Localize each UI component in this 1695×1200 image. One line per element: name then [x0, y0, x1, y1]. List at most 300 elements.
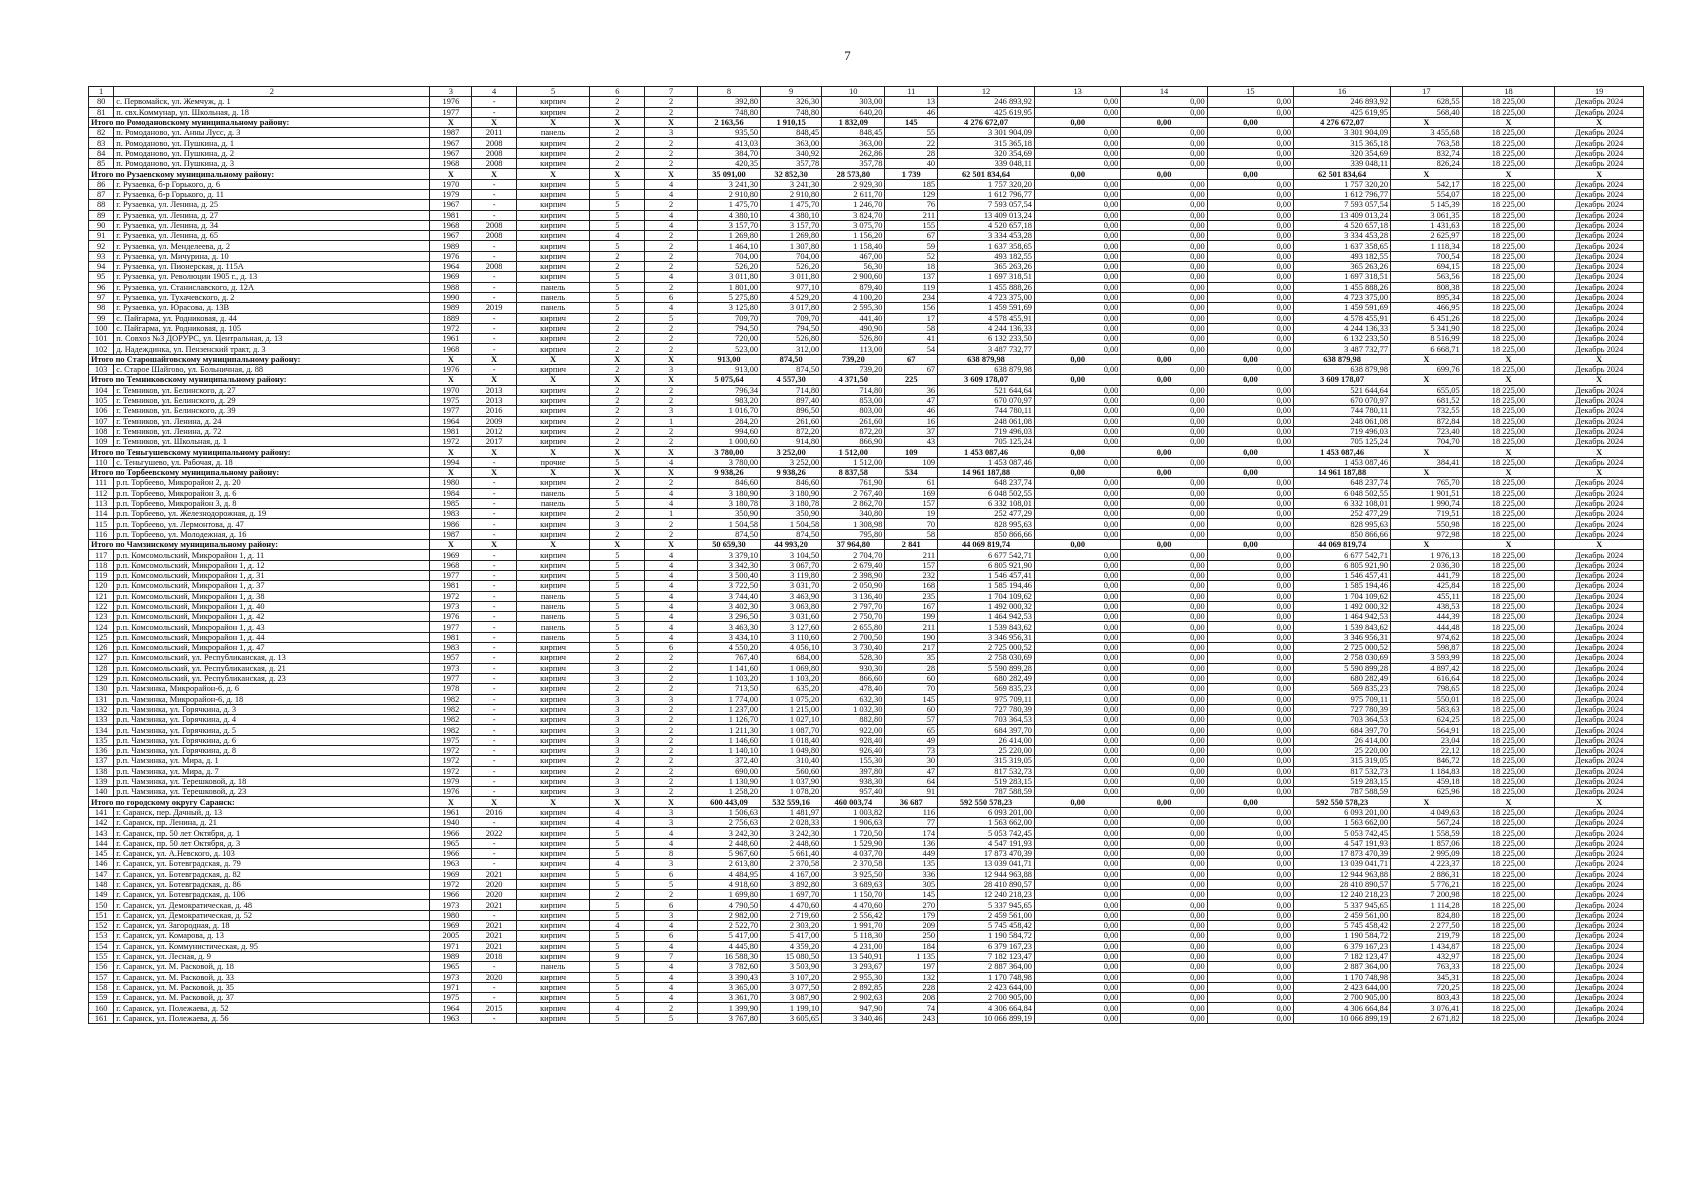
table-cell: 131 — [89, 694, 114, 704]
table-cell: 246 893,92 — [938, 97, 1035, 107]
table-cell: 1 032,30 — [822, 704, 885, 714]
table-cell: 526,80 — [761, 334, 822, 344]
table-cell: 0,00 — [1207, 704, 1293, 714]
table-cell: 18 225,00 — [1462, 673, 1555, 683]
table-cell: - — [472, 581, 516, 591]
subtotal-cell: 0,00 — [1207, 375, 1293, 385]
subtotal-cell: X — [1462, 117, 1555, 127]
table-row — [89, 776, 1644, 786]
subtotal-cell: 5 075,64 — [697, 375, 760, 385]
table-cell: р.п. Чамзинка, ул. Горячкина, д. 8 — [114, 746, 430, 756]
table-cell: 1 585 194,46 — [1294, 581, 1391, 591]
table-cell: 0,00 — [1034, 344, 1120, 354]
table-cell: 1968 — [430, 344, 472, 354]
table-cell: 0,00 — [1207, 972, 1293, 982]
table-cell: 2 — [645, 344, 698, 354]
table-cell: 1 135 — [885, 951, 938, 961]
table-cell: 18 225,00 — [1462, 684, 1555, 694]
table-cell: 2 423 644,00 — [1294, 982, 1391, 992]
table-cell: 0,00 — [1121, 334, 1207, 344]
table-cell: г. Саранск, пр. 50 лет Октября, д. 1 — [114, 828, 430, 838]
table-cell: 0,00 — [1207, 344, 1293, 354]
table-row — [89, 406, 1644, 416]
subtotal-cell: X — [590, 540, 645, 550]
table-cell: 2 — [590, 148, 645, 158]
table-cell: 5 — [590, 941, 645, 951]
subtotal-label: Итого по Торбеевскому муниципальному району: — [89, 467, 430, 477]
table-cell: 157 — [885, 560, 938, 570]
table-cell: 320 354,69 — [938, 148, 1035, 158]
subtotal-cell: X — [472, 797, 516, 807]
table-cell: 1 612 796,77 — [938, 189, 1035, 199]
table-cell: - — [472, 776, 516, 786]
table-cell: 2 862,70 — [822, 498, 885, 508]
table-cell: 1 504,58 — [697, 519, 760, 529]
table-cell: 1 475,70 — [761, 200, 822, 210]
table-cell: 18 225,00 — [1462, 838, 1555, 848]
table-cell: 18 225,00 — [1462, 241, 1555, 251]
table-cell: Декабрь 2024 — [1555, 395, 1644, 405]
table-cell: 3 107,20 — [761, 972, 822, 982]
table-cell: 128 — [89, 663, 114, 673]
subtotal-cell: 225 — [885, 375, 938, 385]
table-cell: 1 991,70 — [822, 921, 885, 931]
table-cell: 2 — [645, 138, 698, 148]
subtotal-cell: X — [516, 540, 590, 550]
table-cell: 0,00 — [1034, 776, 1120, 786]
table-cell: 879,40 — [822, 282, 885, 292]
table-cell: 1 269,80 — [697, 231, 760, 241]
table-cell: 0,00 — [1207, 725, 1293, 735]
table-cell: 0,00 — [1207, 663, 1293, 673]
table-cell: 184 — [885, 941, 938, 951]
table-cell: 18 225,00 — [1462, 550, 1555, 560]
table-cell: 22 — [885, 138, 938, 148]
table-cell: г. Саранск, ул. А.Невского, д. 103 — [114, 848, 430, 858]
table-cell: 0,00 — [1121, 1013, 1207, 1023]
table-cell: 0,00 — [1121, 395, 1207, 405]
table-cell: панель — [516, 488, 590, 498]
table-cell: 632,30 — [822, 694, 885, 704]
table-cell: кирпич — [516, 519, 590, 529]
table-cell: 895,34 — [1391, 292, 1463, 302]
subtotal-cell: X — [1391, 354, 1463, 364]
table-cell: 2 — [590, 323, 645, 333]
subtotal-cell: X — [1555, 467, 1644, 477]
table-cell: Декабрь 2024 — [1555, 766, 1644, 776]
table-cell: 0,00 — [1207, 498, 1293, 508]
table-cell: 1 258,20 — [697, 787, 760, 797]
table-cell: Декабрь 2024 — [1555, 272, 1644, 282]
table-cell: 10 066 899,19 — [1294, 1013, 1391, 1023]
table-cell: кирпич — [516, 365, 590, 375]
subtotal-cell: 1 453 087,46 — [1294, 447, 1391, 457]
table-cell: кирпич — [516, 653, 590, 663]
table-cell: 1 464,10 — [697, 241, 760, 251]
table-cell: 5 053 742,45 — [1294, 828, 1391, 838]
table-cell: 526,20 — [761, 262, 822, 272]
table-cell: 100 — [89, 323, 114, 333]
table-cell: 3 361,70 — [697, 993, 760, 1003]
table-cell: 853,00 — [822, 395, 885, 405]
table-cell: 139 — [89, 776, 114, 786]
table-row — [89, 612, 1644, 622]
table-cell: 808,38 — [1391, 282, 1463, 292]
table-cell: 303,00 — [822, 97, 885, 107]
table-cell: 519 283,15 — [1294, 776, 1391, 786]
table-cell: 1 — [645, 416, 698, 426]
table-cell: 18 225,00 — [1462, 993, 1555, 1003]
table-cell: 0,00 — [1207, 107, 1293, 117]
table-cell: 116 — [89, 529, 114, 539]
table-cell: 2 725 000,52 — [938, 643, 1035, 653]
subtotal-cell: 14 961 187,88 — [1294, 467, 1391, 477]
table-cell: г. Рузаевка, ул. Ленина, д. 65 — [114, 231, 430, 241]
table-cell: 18 225,00 — [1462, 694, 1555, 704]
table-cell: 18 — [885, 262, 938, 272]
table-cell: - — [472, 632, 516, 642]
table-cell: кирпич — [516, 323, 590, 333]
table-cell: р.п. Комсомольский, Микрорайон 1, д. 43 — [114, 622, 430, 632]
table-row — [89, 437, 1644, 447]
table-cell: 102 — [89, 344, 114, 354]
table-cell: панель — [516, 282, 590, 292]
subtotal-cell: 4 276 672,07 — [1294, 117, 1391, 127]
table-cell: 5 — [590, 560, 645, 570]
table-cell: 526,20 — [697, 262, 760, 272]
table-cell: 2 370,58 — [822, 859, 885, 869]
table-cell: 246 893,92 — [1294, 97, 1391, 107]
table-cell: 0,00 — [1207, 653, 1293, 663]
table-cell: г. Рузаевка, ул. Тухачевского, д. 2 — [114, 292, 430, 302]
table-cell: 0,00 — [1121, 776, 1207, 786]
table-cell: 57 — [885, 715, 938, 725]
table-cell: р.п. Комсомольский, Микрорайон 1, д. 37 — [114, 581, 430, 591]
table-cell: 17 873 470,39 — [1294, 848, 1391, 858]
table-row — [89, 416, 1644, 426]
table-cell: 138 — [89, 766, 114, 776]
table-cell: г. Саранск, пер. Дачный, д. 13 — [114, 807, 430, 817]
table-cell: 0,00 — [1207, 509, 1293, 519]
table-cell: 0,00 — [1034, 962, 1120, 972]
table-cell: 928,40 — [822, 735, 885, 745]
table-cell: 3 077,50 — [761, 982, 822, 992]
table-cell: 0,00 — [1207, 921, 1293, 931]
table-row — [89, 591, 1644, 601]
table-cell: - — [472, 292, 516, 302]
table-cell: 109 — [89, 437, 114, 447]
table-cell: 61 — [885, 478, 938, 488]
table-cell: 6 048 502,55 — [1294, 488, 1391, 498]
table-cell: 2 522,70 — [697, 921, 760, 931]
subtotal-cell: 109 — [885, 447, 938, 457]
table-cell: 0,00 — [1034, 787, 1120, 797]
table-cell: 86 — [89, 179, 114, 189]
table-cell: 2 887 364,00 — [938, 962, 1035, 972]
table-cell: 1961 — [430, 807, 472, 817]
table-cell: Декабрь 2024 — [1555, 725, 1644, 735]
table-cell: кирпич — [516, 673, 590, 683]
table-cell: 0,00 — [1121, 766, 1207, 776]
table-cell: - — [472, 519, 516, 529]
table-cell: 18 225,00 — [1462, 776, 1555, 786]
table-cell: кирпич — [516, 993, 590, 1003]
table-cell: 4 — [645, 210, 698, 220]
table-cell: 156 — [885, 303, 938, 313]
table-cell: 1 546 457,41 — [1294, 570, 1391, 580]
subtotal-cell: X — [430, 540, 472, 550]
table-cell: 0,00 — [1034, 107, 1120, 117]
subtotal-cell: X — [1391, 540, 1463, 550]
table-cell: 155,30 — [822, 756, 885, 766]
table-cell: 7 — [645, 951, 698, 961]
table-cell: 137 — [89, 756, 114, 766]
table-cell: панель — [516, 601, 590, 611]
table-cell: Декабрь 2024 — [1555, 282, 1644, 292]
table-cell: 4 — [645, 941, 698, 951]
table-cell: 938,30 — [822, 776, 885, 786]
table-cell: Декабрь 2024 — [1555, 910, 1644, 920]
table-cell: 1981 — [430, 426, 472, 436]
table-cell: 2 — [645, 663, 698, 673]
subtotal-cell: 3 609 178,07 — [938, 375, 1035, 385]
table-row — [89, 159, 1644, 169]
table-cell: 1 103,20 — [761, 673, 822, 683]
subtotal-cell: X — [516, 447, 590, 457]
table-cell: 720,25 — [1391, 982, 1463, 992]
table-row — [89, 220, 1644, 230]
table-cell: 135 — [89, 735, 114, 745]
table-cell: кирпич — [516, 220, 590, 230]
table-cell: 2 — [645, 97, 698, 107]
table-cell: 1 585 194,46 — [938, 581, 1035, 591]
table-cell: - — [472, 962, 516, 972]
subtotal-cell: 0,00 — [1121, 797, 1207, 807]
table-cell: р.п. Чамзинка, Микрорайон-6, д. 6 — [114, 684, 430, 694]
table-cell: 727 780,39 — [938, 704, 1035, 714]
table-cell: 1965 — [430, 838, 472, 848]
table-cell: 5 — [590, 200, 645, 210]
table-cell: 700,54 — [1391, 251, 1463, 261]
table-cell: 18 225,00 — [1462, 395, 1555, 405]
table-cell: 4 520 657,18 — [938, 220, 1035, 230]
table-cell: 3 — [590, 519, 645, 529]
table-cell: 705 125,24 — [938, 437, 1035, 447]
subtotal-cell: X — [472, 447, 516, 457]
table-cell: 0,00 — [1034, 910, 1120, 920]
table-cell: 18 225,00 — [1462, 725, 1555, 735]
table-cell: кирпич — [516, 395, 590, 405]
table-cell: панель — [516, 128, 590, 138]
subtotal-cell: 592 550 578,23 — [938, 797, 1035, 807]
table-cell: 2 448,60 — [697, 838, 760, 848]
table-cell: 2 — [645, 334, 698, 344]
table-cell: 3 — [645, 859, 698, 869]
table-cell: 363,00 — [822, 138, 885, 148]
table-cell: кирпич — [516, 787, 590, 797]
table-cell: Декабрь 2024 — [1555, 951, 1644, 961]
table-cell: 0,00 — [1207, 766, 1293, 776]
table-cell: 0,00 — [1034, 426, 1120, 436]
table-cell: 0,00 — [1207, 818, 1293, 828]
table-cell: 1 704 109,62 — [1294, 591, 1391, 601]
table-cell: 0,00 — [1034, 993, 1120, 1003]
table-cell: 5 — [590, 550, 645, 560]
table-cell: 796,34 — [697, 385, 760, 395]
table-cell: г. Саранск, ул. Коммунистическая, д. 95 — [114, 941, 430, 951]
subtotal-label: Итого по Темниковскому муниципальному району: — [89, 375, 430, 385]
table-cell: 846,60 — [697, 478, 760, 488]
table-cell: кирпич — [516, 478, 590, 488]
table-cell: 714,80 — [761, 385, 822, 395]
table-cell: 0,00 — [1207, 570, 1293, 580]
table-cell: Декабрь 2024 — [1555, 189, 1644, 199]
table-cell: 5 — [645, 313, 698, 323]
table-cell: 2008 — [472, 262, 516, 272]
table-cell: 90 — [89, 220, 114, 230]
table-cell: 0,00 — [1207, 416, 1293, 426]
table-cell: 2 756,63 — [697, 818, 760, 828]
table-cell: 0,00 — [1034, 478, 1120, 488]
subtotal-cell: 600 443,09 — [697, 797, 760, 807]
table-cell: 1981 — [430, 581, 472, 591]
table-cell: п. Совхоз №3 ДОРУРС, ул. Центральная, д. 13 — [114, 334, 430, 344]
table-cell: 2 303,20 — [761, 921, 822, 931]
table-cell: 1972 — [430, 879, 472, 889]
table-cell: 1 215,00 — [761, 704, 822, 714]
subtotal-cell: X — [1555, 354, 1644, 364]
table-cell: 3 061,35 — [1391, 210, 1463, 220]
table-cell: 4 — [645, 457, 698, 467]
table-cell: 0,00 — [1034, 921, 1120, 931]
table-cell: 0,00 — [1121, 653, 1207, 663]
table-cell: 1 170 748,98 — [938, 972, 1035, 982]
table-cell: 0,00 — [1121, 128, 1207, 138]
table-cell: - — [472, 612, 516, 622]
table-cell: г. Рузаевка, ул. Ленина, д. 27 — [114, 210, 430, 220]
table-cell: 1 141,60 — [697, 663, 760, 673]
table-cell: Декабрь 2024 — [1555, 612, 1644, 622]
table-cell: Декабрь 2024 — [1555, 241, 1644, 251]
table-cell: 108 — [89, 426, 114, 436]
table-cell: 4 244 136,33 — [938, 323, 1035, 333]
table-cell: 1982 — [430, 694, 472, 704]
table-cell: 2 — [645, 241, 698, 251]
table-cell: 0,00 — [1207, 591, 1293, 601]
table-cell: 957,40 — [822, 787, 885, 797]
table-cell: кирпич — [516, 107, 590, 117]
table-cell: 0,00 — [1034, 334, 1120, 344]
table-cell: 3 104,50 — [761, 550, 822, 560]
table-cell: 0,00 — [1034, 859, 1120, 869]
table-cell: Декабрь 2024 — [1555, 416, 1644, 426]
table-cell: 157 — [89, 972, 114, 982]
subtotal-cell: X — [1462, 540, 1555, 550]
table-cell: 363,00 — [761, 138, 822, 148]
table-cell: кирпич — [516, 818, 590, 828]
table-cell: 761,90 — [822, 478, 885, 488]
table-cell: 1 087,70 — [761, 725, 822, 735]
subtotal-cell: X — [1462, 467, 1555, 477]
table-cell: 18 225,00 — [1462, 303, 1555, 313]
table-cell: 935,50 — [697, 128, 760, 138]
table-cell: 0,00 — [1034, 807, 1120, 817]
table-cell: 0,00 — [1121, 735, 1207, 745]
table-cell: 720,00 — [697, 334, 760, 344]
table-cell: 798,65 — [1391, 684, 1463, 694]
table-cell: 0,00 — [1034, 200, 1120, 210]
table-cell: 0,00 — [1034, 570, 1120, 580]
table-cell: 550,98 — [1391, 519, 1463, 529]
table-cell: г. Саранск, пр. 50 лет Октября, д. 3 — [114, 838, 430, 848]
table-cell: 0,00 — [1034, 189, 1120, 199]
subtotal-cell: 0,00 — [1034, 354, 1120, 364]
page-number: 7 — [844, 48, 851, 63]
table-cell: 744 780,11 — [1294, 406, 1391, 416]
table-cell: 2 625,97 — [1391, 231, 1463, 241]
table-cell: г. Темников, ул. Белинского, д. 39 — [114, 406, 430, 416]
table-cell: 1957 — [430, 653, 472, 663]
table-cell: 1 455 888,26 — [1294, 282, 1391, 292]
table-cell: 4 723 375,00 — [1294, 292, 1391, 302]
table-cell: 129 — [885, 189, 938, 199]
table-cell: 16 — [885, 416, 938, 426]
table-cell: 74 — [885, 1003, 938, 1013]
table-cell: р.п. Комсомольский, Микрорайон 1, д. 40 — [114, 601, 430, 611]
table-cell: кирпич — [516, 951, 590, 961]
table-cell: - — [472, 818, 516, 828]
table-cell: 0,00 — [1034, 365, 1120, 375]
table-cell: 109 — [885, 457, 938, 467]
subtotal-cell: 2 841 — [885, 540, 938, 550]
table-cell: 1994 — [430, 457, 472, 467]
table-cell: 0,00 — [1207, 231, 1293, 241]
table-cell: 85 — [89, 159, 114, 169]
table-cell: 413,03 — [697, 138, 760, 148]
table-cell: 5 — [590, 570, 645, 580]
table-cell: 18 225,00 — [1462, 210, 1555, 220]
table-cell: 12 240 218,23 — [938, 890, 1035, 900]
table-cell: 2016 — [472, 406, 516, 416]
table-cell: 52 — [885, 251, 938, 261]
table-cell: 2 — [645, 1003, 698, 1013]
table-cell: Декабрь 2024 — [1555, 622, 1644, 632]
table-cell: 1977 — [430, 673, 472, 683]
table-cell: 1975 — [430, 735, 472, 745]
table-cell: 110 — [89, 457, 114, 467]
table-cell: 1973 — [430, 972, 472, 982]
table-cell: 638 879,98 — [938, 365, 1035, 375]
table-cell: 5 — [590, 457, 645, 467]
table-cell: 554,07 — [1391, 189, 1463, 199]
table-cell: 828 995,63 — [938, 519, 1035, 529]
table-cell: 425 619,95 — [1294, 107, 1391, 117]
table-cell: 3 — [590, 694, 645, 704]
table-row — [89, 684, 1644, 694]
table-cell: 1 308,98 — [822, 519, 885, 529]
table-cell: 1968 — [430, 159, 472, 169]
table-cell: 2 982,00 — [697, 910, 760, 920]
table-row — [89, 292, 1644, 302]
table-cell: кирпич — [516, 982, 590, 992]
table-cell: 1 307,80 — [761, 241, 822, 251]
table-cell: 0,00 — [1034, 395, 1120, 405]
table-cell: 2 700 905,00 — [938, 993, 1035, 1003]
table-cell: 1966 — [430, 848, 472, 858]
table-cell: 17 — [885, 313, 938, 323]
table-cell: 1 027,10 — [761, 715, 822, 725]
subtotal-cell: X — [645, 447, 698, 457]
